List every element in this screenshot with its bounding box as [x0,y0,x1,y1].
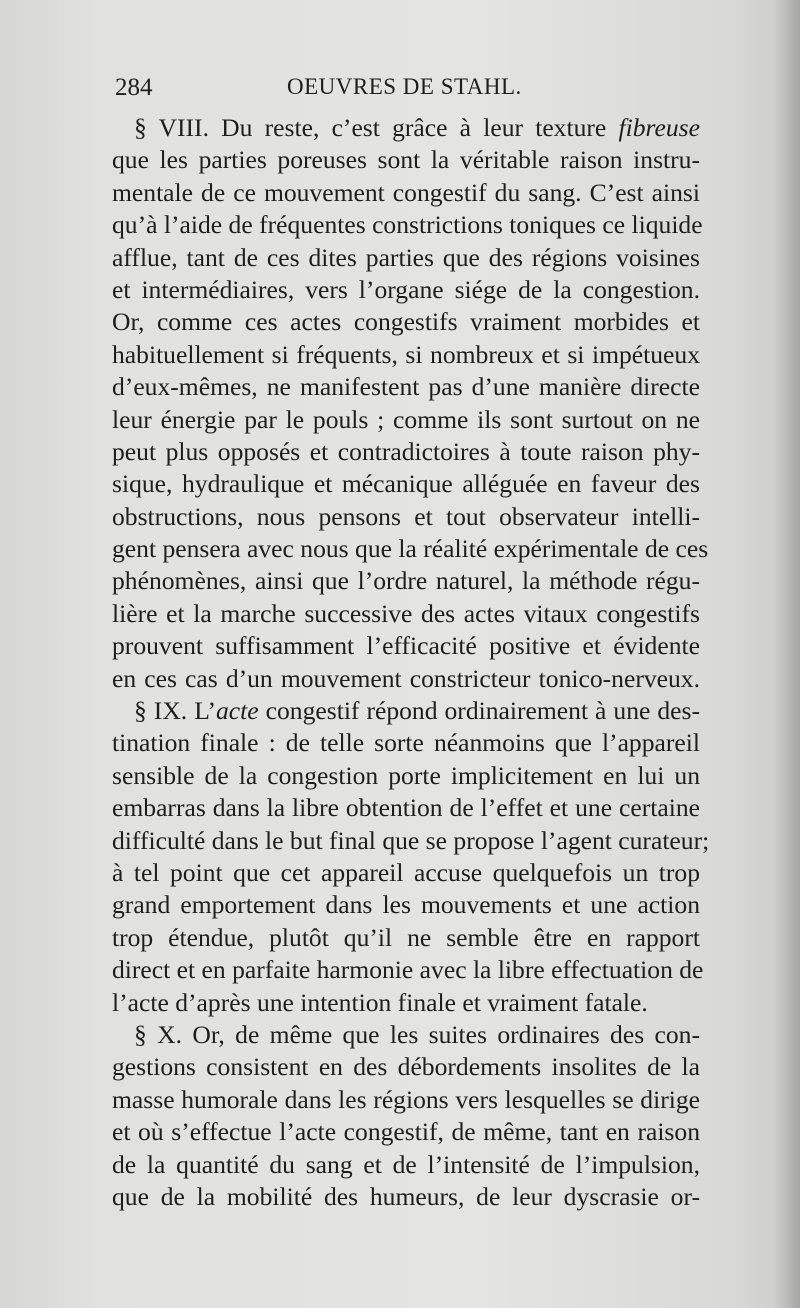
text-line: en ces cas d’un mouvement constricteur tonico-nerveux. [112,663,700,693]
text-line: que de la mobilité des humeurs, de leur dyscrasie or- [112,1181,700,1211]
italic-word: acte [216,696,259,726]
text-line: l’acte d’après une intention finale et vraiment fatale. [112,987,648,1017]
text-line: peut plus opposés et contradictoires à toute raison phy- [112,436,700,466]
text-line: habituellement si fréquents, si nombreux et si impétueux [112,339,700,369]
page-header [115,74,695,104]
text-line: et intermédiaires, vers l’organe siége de la congestion. [112,274,700,304]
text-line: afflue, tant de ces dites parties que des régions voisines [112,242,700,272]
page-gutter-shadow [774,0,800,1308]
text-line: à tel point que cet appareil accuse quelquefois un trop [112,857,700,887]
text-line: tination finale : de telle sorte néanmoins que l’appareil [112,728,700,758]
text-line: que les parties poreuses sont la véritable raison instru- [112,145,700,175]
running-title: OEUVRES DE STAHL. [287,74,522,99]
text-line: gent pensera avec nous que la réalité expérimentale de ces [112,534,709,564]
text-line: lière et la marche successive des actes vitaux congestifs [112,598,700,628]
text-line: embarras dans la libre obtention de l’effet et une certaine [112,793,700,823]
text-line: et où s’effectue l’acte congestif, de même, tant en raison [112,1117,700,1147]
paragraph-ix [112,695,710,1019]
text-line: leur énergie par le pouls ; comme ils sont surtout on ne [112,404,700,434]
text-line: sique, hydraulique et mécanique alléguée en faveur des [112,469,700,499]
text-line: Or, comme ces actes congestifs vraiment morbides et [112,307,700,337]
text-line: prouvent suffisamment l’efficacité positive et évidente [112,631,700,661]
text-line: gestions consistent en des débordements insolites de la [112,1052,700,1082]
text-line: mentale de ce mouvement congestif du sang. C’est ainsi [112,177,700,207]
text-line: § X. Or, de même que les suites ordinaires des con- [134,1019,700,1049]
body-text [112,112,710,1213]
text-line: § VIII. Du reste, c’est grâce à leur texture fibreuse [134,113,700,142]
text-line: masse humorale dans les régions vers lesquelles se dirige [112,1084,700,1114]
text-line: d’eux-mêmes, ne manifestent pas d’une manière directe [112,372,700,402]
paragraph-viii [112,112,709,695]
text-line: sensible de la congestion porte implicitement en lui un [112,760,700,790]
paragraph-x [112,1019,700,1213]
text-line: phénomènes, ainsi que l’ordre naturel, la méthode régu- [112,566,700,596]
text-line: § IX. L’acte congestif répond ordinairement à une des- [134,696,700,726]
italic-word: fibreuse [618,113,700,142]
text-line: direct et en parfaite harmonie avec la libre effectuation de [112,955,704,985]
text-line: obstructions, nous pensons et tout observateur intelli- [112,501,700,531]
text-line: difficulté dans le but final que se propose l’agent curateur; [112,825,710,855]
text-line: de la quantité du sang et de l’intensité de l’impulsion, [112,1149,700,1179]
text-line: trop étendue, plutôt qu’il ne semble être en rapport [112,922,700,952]
page-number: 284 [115,74,153,101]
text-line: grand emportement dans les mouvements et une action [112,890,700,920]
text-line: qu’à l’aide de fréquentes constrictions toniques ce liquide [112,210,703,240]
